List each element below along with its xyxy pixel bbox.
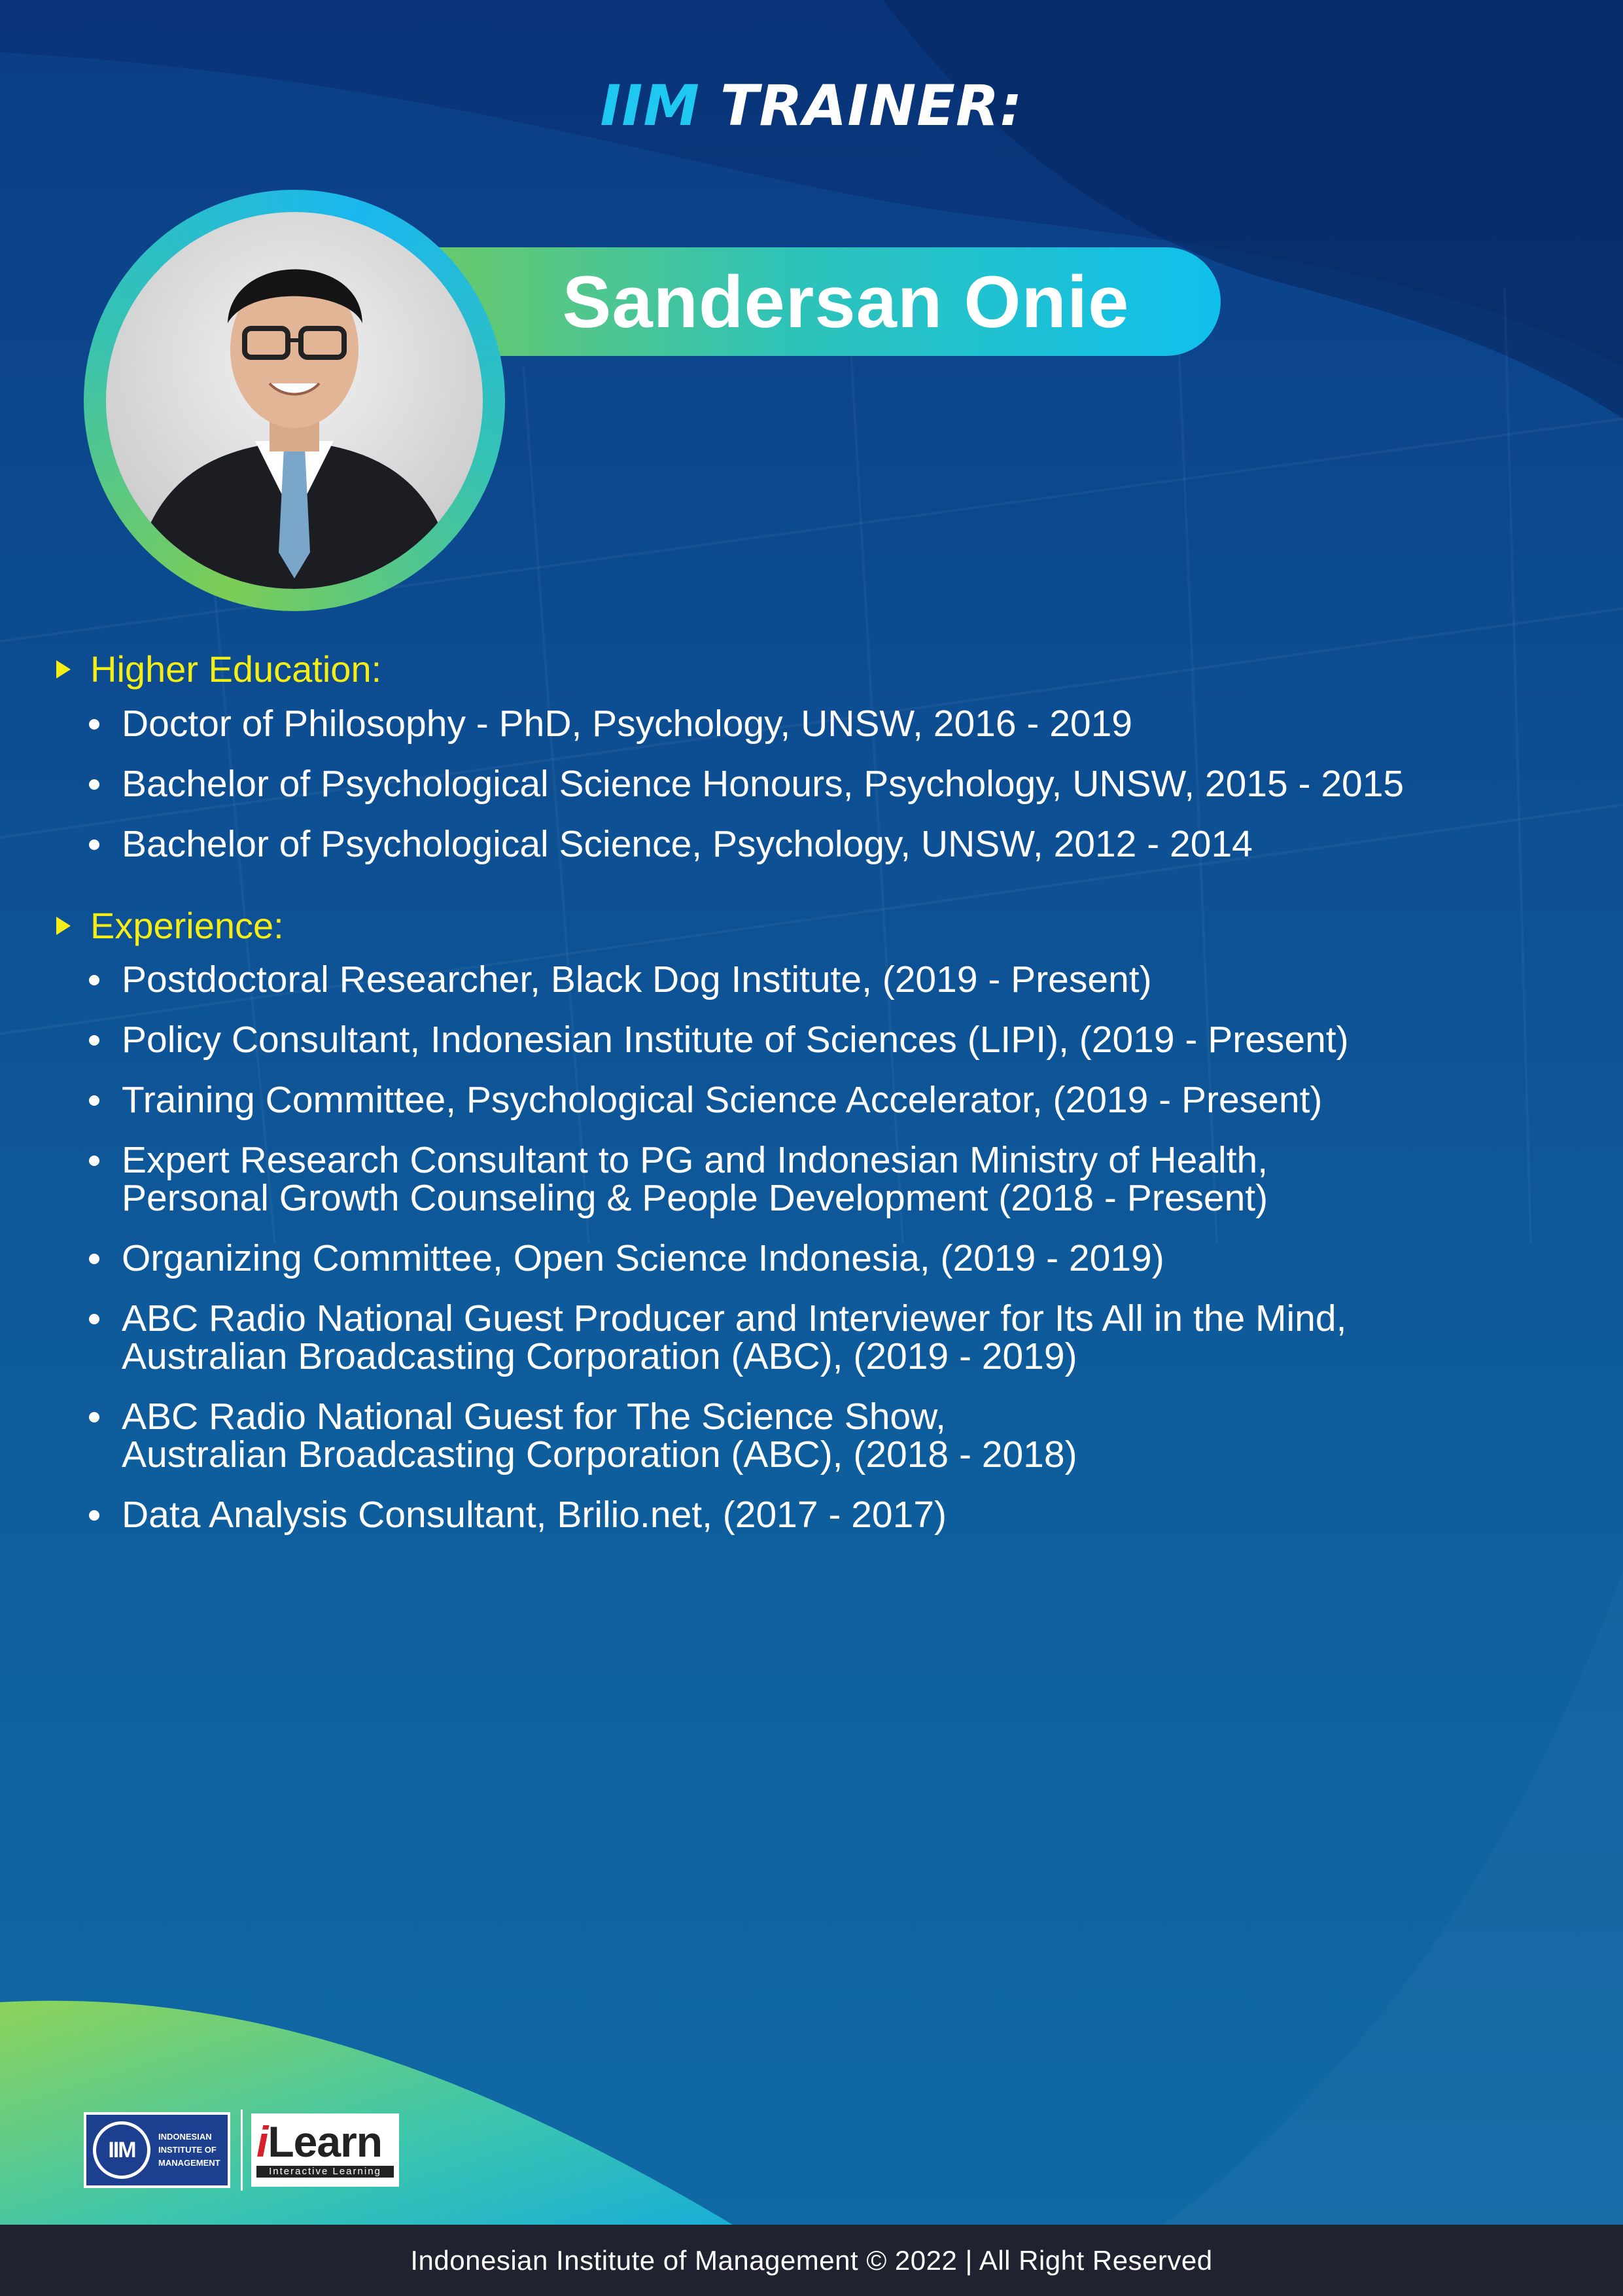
education-heading-label: Higher Education: [90, 648, 382, 690]
list-item-text: Training Committee, Psychological Science Accelerator, (2019 - Present) [122, 1079, 1323, 1121]
bullet-dot-icon [89, 1412, 99, 1422]
bullet-dot-icon [89, 1095, 99, 1106]
triangle-bullet-icon [56, 660, 71, 679]
ilearn-logo-word [256, 2119, 394, 2164]
logo-divider [241, 2110, 243, 2191]
bullet-dot-icon [89, 779, 99, 790]
list-item [85, 961, 1563, 998]
footer [0, 2225, 1623, 2296]
bullet-dot-icon [89, 1254, 99, 1264]
list-item [85, 765, 1563, 803]
triangle-bullet-icon [56, 917, 71, 935]
trainer-name: Sandersan Onie [562, 260, 1130, 343]
trainer-name-banner [432, 247, 1221, 356]
ilearn-logo [251, 2113, 399, 2187]
list-item-text: ABC Radio National Guest for The Science Show, [122, 1396, 946, 1438]
education-list [85, 705, 1563, 885]
list-item-text: Bachelor of Psychological Science, Psychology, UNSW, 2012 - 2014 [122, 823, 1253, 865]
bullet-dot-icon [89, 719, 99, 730]
education-heading [56, 648, 381, 690]
portrait-illustration [106, 212, 483, 589]
list-item [85, 825, 1563, 863]
iim-logo [84, 2112, 230, 2188]
bullet-dot-icon [89, 975, 99, 985]
list-item-text: Expert Research Consultant to PG and Indonesian Ministry of Health, [122, 1139, 1268, 1181]
iim-logo-line: MANAGEMENT [158, 2158, 220, 2168]
iim-logo-mark: IIM [93, 2121, 150, 2179]
experience-list [85, 961, 1563, 1556]
bullet-dot-icon [89, 1156, 99, 1166]
list-item-text-cont: Australian Broadcasting Corporation (ABC), (2019 - 2019) [122, 1335, 1077, 1377]
footer-copyright: Indonesian Institute of Management © 2022 | All Right Reserved [410, 2244, 1213, 2276]
list-item [85, 1496, 1563, 1534]
list-item-text: Postdoctoral Researcher, Black Dog Institute, (2019 - Present) [122, 959, 1152, 1000]
ilearn-logo-i: i [256, 2117, 268, 2166]
trainer-photo-frame [84, 190, 505, 611]
list-item [85, 1081, 1563, 1119]
list-item-text: Doctor of Philosophy - PhD, Psychology, UNSW, 2016 - 2019 [122, 703, 1133, 745]
list-item-text: Policy Consultant, Indonesian Institute of Sciences (LIPI), (2019 - Present) [122, 1019, 1349, 1061]
experience-heading-label: Experience: [90, 905, 284, 946]
bullet-dot-icon [89, 1510, 99, 1521]
list-item-text-cont: Personal Growth Counseling & People Development (2018 - Present) [122, 1177, 1268, 1219]
list-item-text-cont: Australian Broadcasting Corporation (ABC), (2018 - 2018) [122, 1434, 1077, 1475]
list-item [85, 1398, 1563, 1474]
ilearn-logo-tagline: Interactive Learning [256, 2166, 394, 2178]
list-item [85, 1299, 1563, 1375]
title-accent: IIM [600, 73, 700, 139]
page-title [0, 73, 1623, 139]
ilearn-logo-learn: Learn [268, 2117, 383, 2166]
bullet-dot-icon [89, 1035, 99, 1046]
experience-heading [56, 904, 284, 947]
list-item [85, 705, 1563, 743]
bullet-dot-icon [89, 839, 99, 850]
iim-logo-line: INSTITUTE OF [158, 2145, 217, 2155]
list-item-text: Organizing Committee, Open Science Indonesia, (2019 - 2019) [122, 1237, 1164, 1279]
bullet-dot-icon [89, 1314, 99, 1324]
iim-logo-text [158, 2130, 220, 2170]
list-item [85, 1021, 1563, 1059]
trainer-photo [106, 212, 483, 589]
list-item-text: ABC Radio National Guest Producer and Interviewer for Its All in the Mind, [122, 1298, 1347, 1339]
list-item [85, 1141, 1563, 1217]
list-item-text: Bachelor of Psychological Science Honours, Psychology, UNSW, 2015 - 2015 [122, 763, 1405, 805]
title-text: TRAINER: [720, 73, 1023, 139]
list-item [85, 1239, 1563, 1277]
list-item-text: Data Analysis Consultant, Brilio.net, (2017 - 2017) [122, 1494, 947, 1536]
iim-logo-line: INDONESIAN [158, 2132, 212, 2142]
